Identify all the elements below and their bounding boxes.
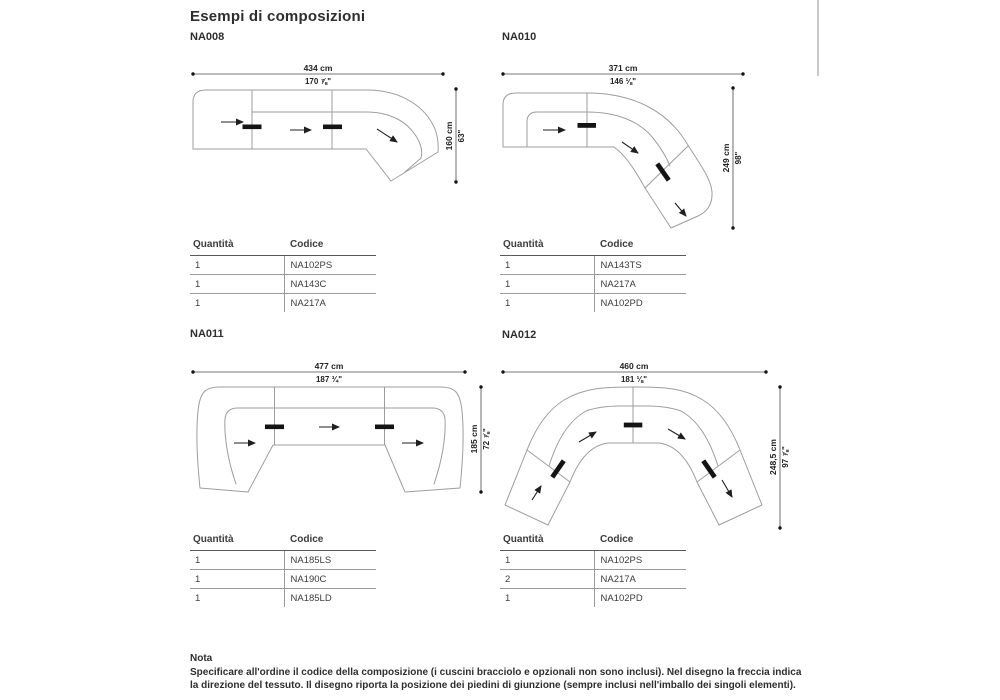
quantity-column-header: Quantità xyxy=(190,534,284,551)
note-line-1: Specificare all'ordine il codice della composizione (i cuscini bracciolo e opzionali non sono inclusi). Nel disegno la freccia indica xyxy=(190,667,802,678)
composition-label-na012: NA012 xyxy=(502,329,537,341)
composition-table-na011 xyxy=(190,534,376,607)
composition-label-na011: NA011 xyxy=(190,328,224,340)
code-cell: NA185LS xyxy=(284,551,376,570)
code-cell: NA217A xyxy=(284,294,376,313)
quantity-column-header: Quantità xyxy=(190,239,284,256)
depth-dimension xyxy=(444,87,466,183)
note-title: Nota xyxy=(190,653,213,664)
table-row xyxy=(500,256,686,275)
depth-cm-label: 248,5 cm xyxy=(768,439,778,475)
composition-table-na010 xyxy=(500,239,686,312)
code-cell: NA102PS xyxy=(594,551,686,570)
width-dimension xyxy=(191,63,444,86)
quantity-column-header: Quantità xyxy=(500,534,594,551)
table-header-row xyxy=(190,239,376,256)
code-cell: NA190C xyxy=(284,570,376,589)
table-header-row xyxy=(500,534,686,551)
code-column-header: Codice xyxy=(594,534,686,551)
table-row xyxy=(190,294,376,313)
width-cm-label: 371 cm xyxy=(608,63,638,73)
quantity-cell: 1 xyxy=(500,275,594,294)
table-row xyxy=(500,570,686,589)
composition-drawing-na011 xyxy=(190,355,500,525)
quantity-cell: 1 xyxy=(505,297,511,309)
note-section xyxy=(190,652,830,692)
code-cell: NA102PS xyxy=(284,256,376,275)
width-inch-label: 187 ¾" xyxy=(315,375,343,384)
quantity-cell: 1 xyxy=(505,592,511,604)
composition-drawing-na008 xyxy=(190,60,470,232)
table-row xyxy=(500,589,686,608)
table-row xyxy=(190,589,376,608)
junction-feet-markers xyxy=(578,123,671,182)
width-inch-label: 170 ⅞" xyxy=(304,77,332,86)
sofa-outline xyxy=(505,387,762,525)
code-column-header: Codice xyxy=(284,534,376,551)
code-column-header: Codice xyxy=(594,239,686,256)
junction-feet-markers xyxy=(243,125,343,130)
quantity-cell: 1 xyxy=(190,275,284,294)
note-line-2: la direzione del tessuto. Il disegno riporta la posizione dei piedini di giunzione (sempre inclusi nell'imballo dei singoli elementi). xyxy=(190,680,796,691)
quantity-cell: 1 xyxy=(190,551,284,570)
composition-drawing-na012 xyxy=(500,355,812,545)
depth-inch-label: 63" xyxy=(457,129,466,143)
quantity-cell: 1 xyxy=(500,256,594,275)
quantity-cell: 1 xyxy=(500,551,594,570)
width-dimension xyxy=(501,63,744,86)
depth-dimension xyxy=(469,385,491,493)
composition-label-na008: NA008 xyxy=(190,31,225,43)
page-title: Esempi di composizioni xyxy=(190,8,366,25)
depth-cm-label: 185 cm xyxy=(469,424,479,454)
width-inch-label: 181 ⅛" xyxy=(620,375,648,384)
quantity-cell: 1 xyxy=(190,570,284,589)
quantity-cell: 1 xyxy=(195,297,201,309)
table-row xyxy=(190,570,376,589)
code-cell: NA217A xyxy=(594,275,686,294)
code-cell: NA102PD xyxy=(594,294,686,313)
table-header-row xyxy=(190,534,376,551)
code-cell: NA143C xyxy=(284,275,376,294)
width-cm-label: 434 cm xyxy=(303,63,333,73)
page-edge-line xyxy=(817,0,819,76)
depth-cm-label: 249 cm xyxy=(721,143,731,173)
width-dimension xyxy=(501,361,767,384)
depth-dimension xyxy=(768,385,790,529)
table-row xyxy=(190,275,376,294)
depth-inch-label: 97 ⅞" xyxy=(781,446,790,468)
code-cell: NA102PD xyxy=(594,589,686,608)
sofa-outline xyxy=(197,387,463,492)
table-row xyxy=(500,551,686,570)
depth-inch-label: 72 ⅞" xyxy=(482,428,491,450)
depth-dimension xyxy=(721,86,743,229)
quantity-column-header: Quantità xyxy=(500,239,594,256)
code-cell: NA143TS xyxy=(594,256,686,275)
table-row xyxy=(500,275,686,294)
code-column-header: Codice xyxy=(284,239,376,256)
quantity-cell: 1 xyxy=(195,592,201,604)
depth-inch-label: 98" xyxy=(734,151,743,165)
composition-label-na010: NA010 xyxy=(502,31,537,43)
quantity-cell: 2 xyxy=(500,570,594,589)
width-cm-label: 460 cm xyxy=(619,361,649,371)
table-row xyxy=(190,551,376,570)
width-inch-label: 146 ⅛" xyxy=(609,77,637,86)
code-cell: NA217A xyxy=(594,570,686,589)
width-cm-label: 477 cm xyxy=(314,361,344,371)
table-header-row xyxy=(500,239,686,256)
table-row xyxy=(190,256,376,275)
composition-table-na012 xyxy=(500,534,686,607)
composition-table-na008 xyxy=(190,239,376,312)
depth-cm-label: 160 cm xyxy=(444,121,454,151)
sofa-outline xyxy=(193,90,438,181)
code-cell: NA185LD xyxy=(284,589,376,608)
fabric-direction-arrows xyxy=(234,427,423,443)
table-row xyxy=(500,294,686,313)
width-dimension xyxy=(191,361,466,384)
sofa-outline xyxy=(503,93,712,228)
quantity-cell: 1 xyxy=(190,256,284,275)
composition-drawing-na010 xyxy=(500,60,758,240)
